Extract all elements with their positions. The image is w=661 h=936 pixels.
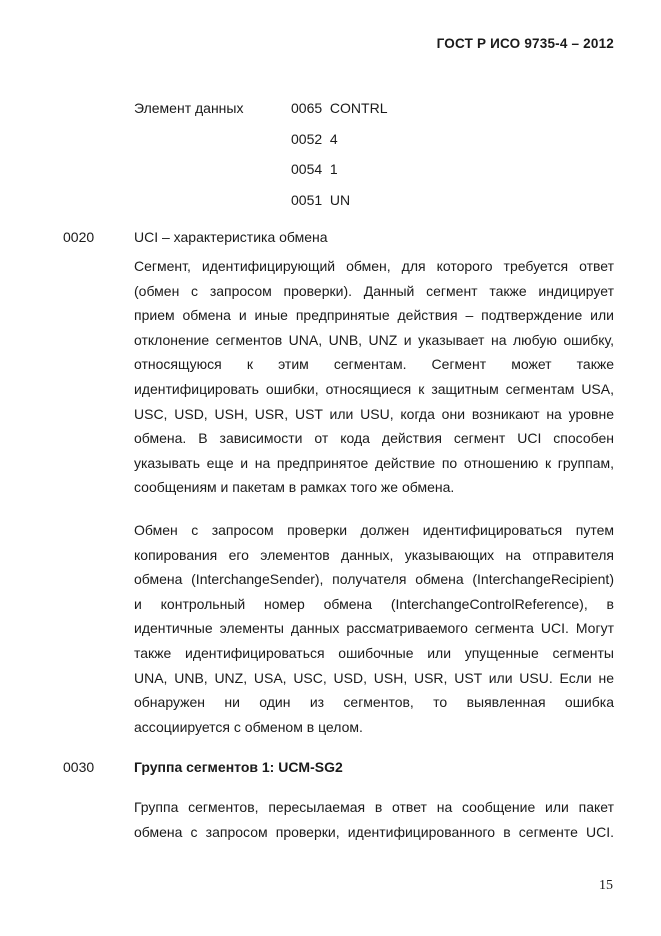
paragraph <box>134 254 614 500</box>
text-line: обнаружен ни один из сегментов, то выявленная ошибка <box>134 694 614 711</box>
text-line: относящуюся к этим сегментам. Сегмент может также <box>134 356 614 373</box>
text-line: USC, USD, USH, USR, UST или USU, когда они возникают на уровне <box>134 405 614 422</box>
data-element-value: 0054 1 <box>291 161 338 177</box>
text-line: Группа сегментов, пересылаемая в ответ на сообщение или пакет <box>134 799 614 815</box>
data-element-value: 0051 UN <box>291 191 351 208</box>
text-line: идентичные элементы данных рассматриваемого сегмента UCI. Могут <box>134 620 614 637</box>
text-line: сообщениям и пакетам в рамках того же обмена. <box>134 479 455 496</box>
section-number: 0020 <box>63 229 95 245</box>
document-header: ГОСТ Р ИСО 9735-4 – 2012 <box>436 36 614 51</box>
text-line: Сегмент, идентифицирующий обмен, для которого требуется ответ <box>134 258 614 274</box>
data-element-label: Элемент данных <box>134 100 244 116</box>
text-line: идентифицировать ошибки, относящиеся к защитным сегментам USA, <box>134 380 614 397</box>
text-line: UNA, UNB, UNZ, USA, USC, USD, USH, USR, UST или USU. Если не <box>134 669 614 686</box>
paragraph <box>134 795 614 844</box>
text-line: ассоциируется с обменом в целом. <box>134 718 363 735</box>
data-element-value: 0052 4 <box>291 130 338 147</box>
page-number: 15 <box>599 878 613 893</box>
data-element-values <box>291 100 387 222</box>
text-line: обмена (InterchangeSender), получателя обмена (InterchangeRecipient) <box>134 571 614 588</box>
text-line: также идентифицироваться ошибочные или упущенные сегменты <box>134 644 614 661</box>
section-number: 0030 <box>63 759 95 775</box>
paragraph <box>134 518 614 739</box>
text-line: отклонение сегментов UNA, UNB, UNZ и указывает на любую ошибку, <box>134 331 614 348</box>
section-title: Группа сегментов 1: UCM-SG2 <box>134 759 343 775</box>
text-line: обмена с запросом проверки, идентифицированного в сегменте UCI. <box>134 823 614 840</box>
text-line: (обмен с запросом проверки). Данный сегмент также индицирует <box>134 282 614 299</box>
text-line: указывать еще и на предпринятое действие по отношению к группам, <box>134 454 614 471</box>
text-line: и контрольный номер обмена (InterchangeControlReference), в <box>134 595 614 612</box>
text-line: Обмен с запросом проверки должен идентифицироваться путем <box>134 522 614 538</box>
text-line: прием обмена и иные предпринятые действия – подтверждение или <box>134 307 614 324</box>
text-line: копирования его элементов данных, указывающих на отправителя <box>134 546 614 563</box>
text-line: обмена. В зависимости от кода действия сегмент UCI способен <box>134 430 614 447</box>
section-title: UCI – характеристика обмена <box>134 229 328 245</box>
data-element-value: 0065 CONTRL <box>291 100 388 116</box>
